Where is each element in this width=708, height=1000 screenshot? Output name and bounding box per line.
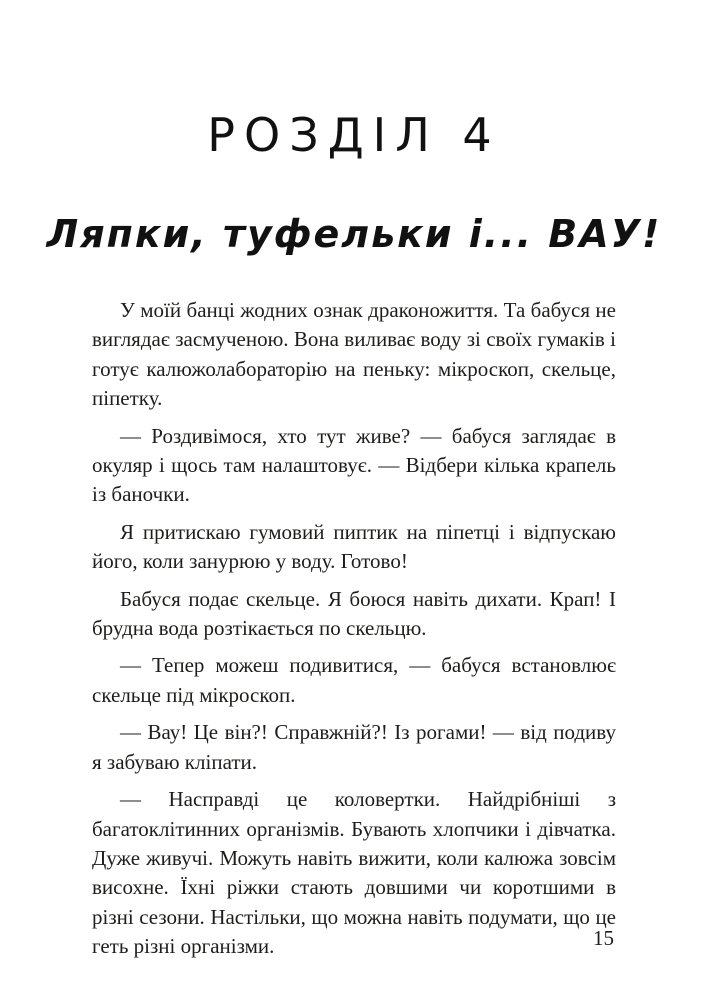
paragraph: Я притискаю гумовий пиптик на піпетці і відпускаю його, коли занурюю у воду. Готово! <box>92 519 616 574</box>
paragraph: У моїй банці жодних ознак драконожиття. Та бабуся не виглядає засмученою. Вона виливає воду зі своїх гумаків і готує калюжолабораторію на пеньку: мікроскоп, скельце, піпетку. <box>92 298 616 411</box>
paragraph: — Роздивімося, хто тут живе? — бабуся заглядає в окуляр і щось там налаштовує. — Відбери кілька крапель із баночки. <box>92 423 616 507</box>
paragraph: Бабуся подає скельце. Я боюся навіть дихати. Крап! І брудна вода розтікається по скельцю. <box>92 586 616 641</box>
chapter-body <box>92 296 616 970</box>
paragraph: — Вау! Це він?! Справжній?! Із рогами! — від подиву я забуваю кліпати. <box>92 720 616 774</box>
paragraph: — Насправді це коловертки. Найдрібніші з багатоклітинних організмів. Бувають хлопчики і дівчатка. Дуже живучі. Можуть навіть вижити, коли калюжа зовсім висохне. Їхні ріжки стають довшими чи коротшими в різні сезони. Настільки, що можна навіть подумати, що це геть різні організми. <box>92 787 616 959</box>
chapter-subtitle: Ляпки, туфельки і... ВАУ! <box>46 212 662 256</box>
paragraph: — Тепер можеш подивитися, — бабуся встановлює скельце під мікроскоп. <box>92 653 616 707</box>
chapter-title: РОЗДІЛ 4 <box>207 108 501 162</box>
page-number: 15 <box>593 926 614 950</box>
